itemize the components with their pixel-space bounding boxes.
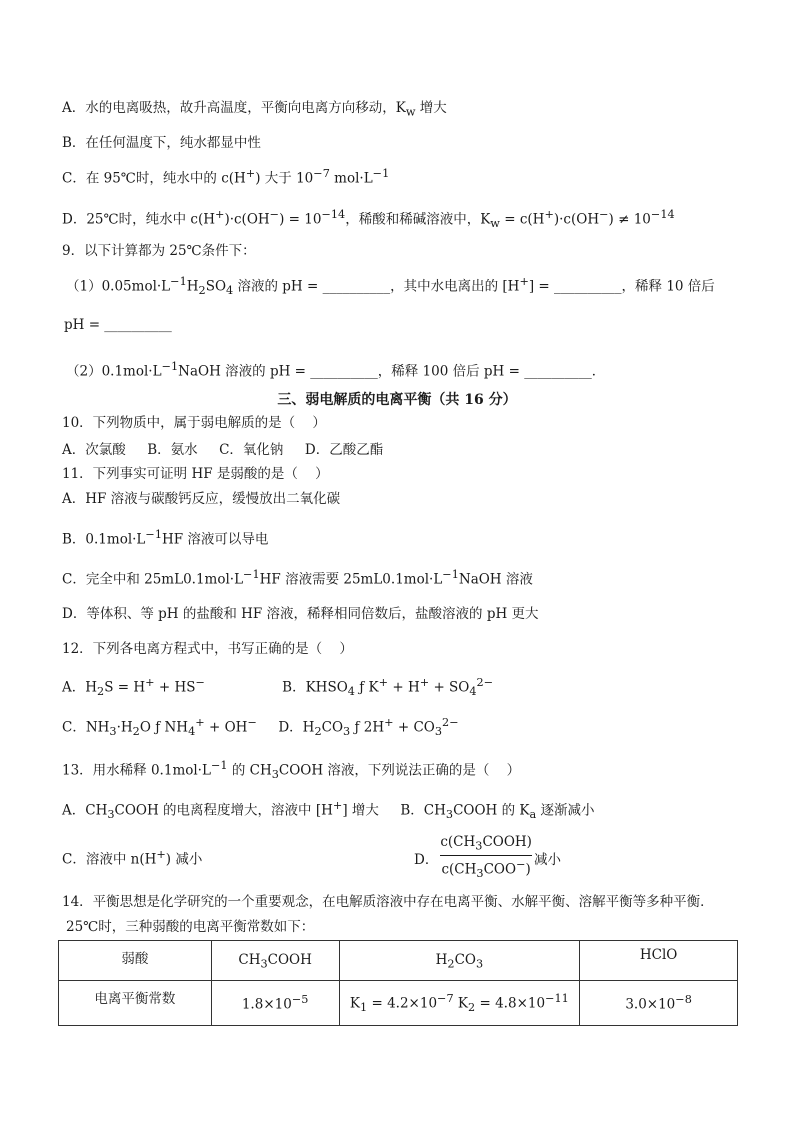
option-13d-label: D．	[414, 851, 439, 868]
option-13d-tail: 减小	[533, 851, 561, 868]
option-11d: D．等体积、等 pH 的盐酸和 HF 溶液，稀释相同倍数后，盐酸溶液的 pH 更大	[62, 606, 539, 622]
table-cell: $1.8\times 10^{-5}$	[211, 981, 339, 1026]
fraction-denominator: $c(CH_3COO^-)$	[441, 857, 531, 880]
option-8c: C．在 95℃时，纯水中的 c(H+) 大于 $10^{-7}$ $mol\cdot L^{-1}$	[62, 167, 390, 187]
ionization-constant-table	[58, 940, 738, 1026]
table-cell: $K_1 = 4.2\times 10^{-7}$ $K_2 = 4.8\times 10^{-11}$	[339, 981, 580, 1026]
question-9-part2: $(2)0.1mol\cdot L^{-1}NaOH$ 溶液的 pH = __________，稀释 100 倍后 pH = __________．	[66, 360, 606, 380]
section-heading: 三、弱电解质的电离平衡（共 16 分）	[277, 392, 517, 408]
question-12-options-cd: C．$NH_3\cdot H_2O$ ƒ $NH_4^+ + OH^-$ D．$H_2CO_3$ ƒ $2H^+ + CO_3^{2-}$	[62, 716, 459, 739]
question-14-stem: 14．平衡思想是化学研究的一个重要观念，在电解质溶液中存在电离平衡、水解平衡、溶解平衡等多种平衡．	[62, 894, 714, 910]
table-header-cell: HClO	[580, 941, 738, 981]
question-13-options-ab: A．$CH_3COOH$ 的电离程度增大，溶液中 [H+] 增大 B．$CH_3COOH$ 的 $K_a$ 逐渐减小	[62, 799, 595, 822]
table-row-label: 电离平衡常数	[59, 981, 212, 1026]
question-9-stem: 9．以下计算都为 25℃条件下：	[62, 243, 256, 259]
table-header-cell: 弱酸	[59, 941, 212, 981]
question-9-part1-ph: pH = __________	[64, 317, 172, 333]
table-header-cell: $H_2CO_3$	[339, 941, 580, 981]
table-row	[59, 981, 738, 1026]
table-cell: $3.0\times 10^{-8}$	[580, 981, 738, 1026]
option-11c: C．完全中和 $25mL0.1mol\cdot L^{-1}HF$ 溶液需要 $25mL0.1mol\cdot L^{-1}NaOH$ 溶液	[62, 568, 533, 588]
fraction-numerator: $c(CH_3COOH)$	[440, 834, 532, 853]
question-12-options-ab: A．$H_2S = H^+ + HS^-$ B．$KHSO_4$ ƒ $K^+ + H^+ + SO_4^{2-}$	[62, 676, 494, 699]
question-14-stem-cont: 25℃时，三种弱酸的电离平衡常数如下：	[66, 919, 315, 935]
option-8a: A．水的电离吸热，故升高温度，平衡向电离方向移动，$K_w$ 增大	[62, 100, 447, 119]
option-13d-fraction	[440, 834, 532, 882]
question-11-stem: 11．下列事实可证明 HF 是弱酸的是（ ）	[62, 466, 329, 482]
question-12-stem: 12．下列各电离方程式中，书写正确的是（ ）	[62, 641, 353, 657]
question-10-stem: 10．下列物质中，属于弱电解质的是（ ）	[62, 415, 326, 431]
option-13c: C．溶液中 n(H+) 减小	[62, 848, 203, 868]
option-8d: D．25℃时，纯水中 $c(H^+)\cdot c(OH^-) = 10^{-14}$，稀酸和稀碱溶液中，$K_w = c(H^+)\cdot c(OH^-) \ne 10^{-14}$	[62, 208, 675, 231]
option-11b: B．$0.1mol\cdot L^{-1}HF$ 溶液可以导电	[62, 528, 269, 548]
option-11a: A．HF 溶液与碳酸钙反应，缓慢放出二氧化碳	[62, 491, 341, 507]
table-header-row	[59, 941, 738, 981]
option-8b: B．在任何温度下，纯水都显中性	[62, 135, 261, 151]
question-13-stem: 13．用水稀释 $0.1mol\cdot L^{-1}$ 的 $CH_3COOH$ 溶液，下列说法正确的是（ ）	[62, 759, 521, 782]
option-13d	[414, 834, 561, 882]
table-header-cell: $CH_3COOH$	[211, 941, 339, 981]
question-10-options: A．次氯酸 B．氨水 C．氧化钠 D．乙酸乙酯	[62, 442, 384, 458]
question-9-part1: $(1)0.05mol\cdot L^{-1}H_2SO_4$ 溶液的 pH = __________，其中水电离出的 [H+] = __________，稀释 10 倍后	[66, 275, 715, 298]
